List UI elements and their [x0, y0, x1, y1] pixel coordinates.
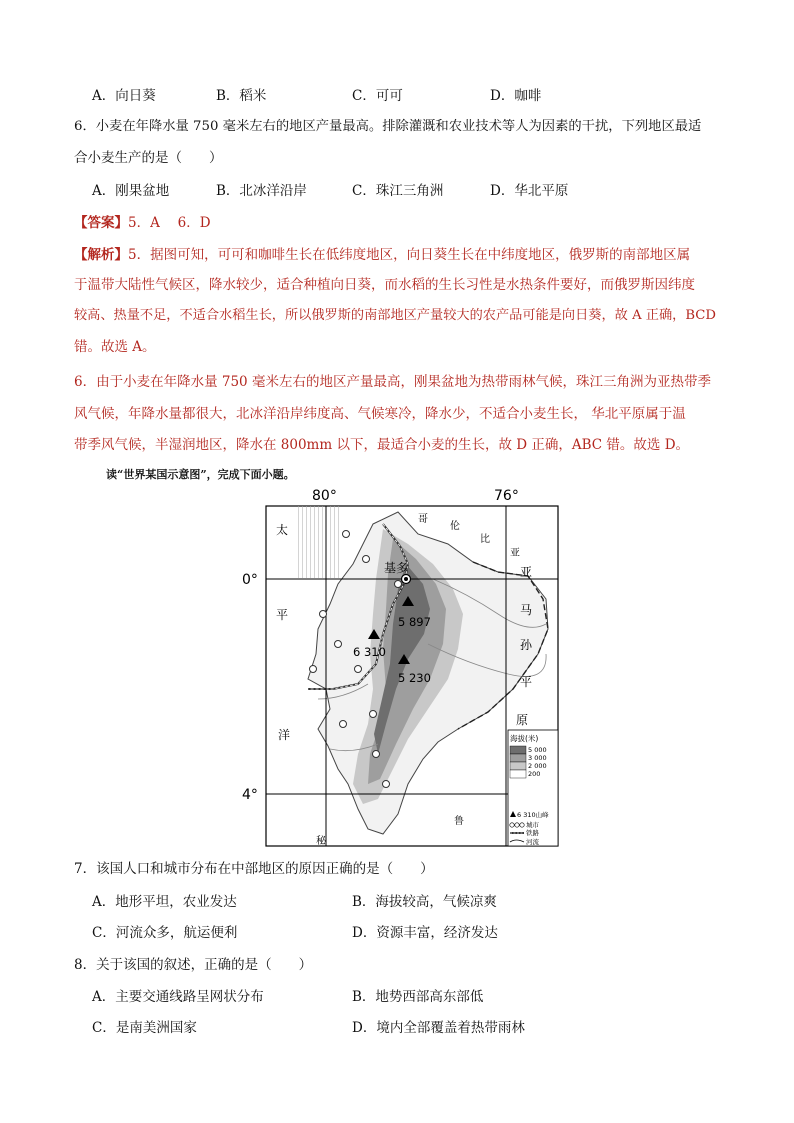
city-marker: [320, 611, 327, 618]
q7-option-c: C．河流众多，航运便利: [92, 925, 238, 941]
city-marker: [395, 581, 402, 588]
peru-char-2: 鲁: [454, 816, 464, 827]
lon-left-label: 80°: [312, 488, 337, 504]
q6-option-b: B．北冰洋沿岸: [216, 183, 307, 199]
q8-option-a: A．主要交通线路呈网状分布: [92, 989, 264, 1005]
map-intro: 读“世界某国示意图”，完成下面小题。: [106, 468, 295, 481]
capital-label: 基多: [384, 561, 409, 575]
ocean-char-2: 平: [276, 608, 289, 622]
legend-level-1: 5 000: [528, 746, 547, 754]
q5-option-a: A．向日葵: [92, 88, 156, 104]
q7-stem: 7．该国人口和城市分布在中部地区的原因正确的是（ ）: [74, 861, 434, 877]
legend-peak: 6 310山峰: [517, 811, 549, 819]
analysis-line-7: 带季风气候，半湿润地区，降水在 800mm 以下，最适合小麦的生长，故 D 正确，ABC 错。故选 D。: [74, 437, 690, 453]
lat-top-label: 0°: [242, 572, 258, 588]
city-marker: [335, 641, 342, 648]
city-marker: [355, 666, 362, 673]
amazon-char-2: 马: [520, 603, 533, 617]
q6-stem-line1: 6．小麦在年降水量 750 毫米左右的地区产量最高。排除灌溉和农业技术等人为因素的干扰，下列地区最适: [74, 119, 702, 134]
legend-title: 海拔(米): [510, 734, 539, 743]
amazon-char-1: 亚: [520, 565, 533, 579]
q8-option-b: B．地势西部高东部低: [352, 989, 484, 1005]
colombia-char-3: 比: [480, 534, 490, 545]
colombia-char-2: 伦: [450, 521, 460, 532]
q7-option-d: D．资源丰富，经济发达: [352, 925, 498, 941]
q6-stem-line2: 合小麦生产的是（ ）: [74, 150, 223, 166]
map-legend: [508, 730, 558, 846]
analysis-line-4: 错。故选 A。: [74, 339, 156, 355]
q5-option-d: D．咖啡: [490, 88, 542, 104]
legend-city: 城市: [526, 821, 539, 829]
analysis-line-2: 于温带大陆性气候区，降水较少，适合种植向日葵，而水稻的生长习性是水热条件要好，而俄罗斯因纬度: [74, 277, 695, 293]
q7-option-b: B．海拔较高，气候凉爽: [352, 894, 497, 910]
peak-label-3: 5 230: [398, 671, 431, 685]
ocean-char-1: 太: [276, 523, 289, 537]
answer-text: 5．A 6．D: [128, 215, 211, 231]
q8-option-c: C．是南美洲国家: [92, 1020, 197, 1036]
peak-label-2: 6 310: [353, 645, 386, 659]
q6-option-d: D．华北平原: [490, 183, 569, 199]
lon-right-label: 76°: [494, 488, 519, 504]
q6-option-a: A．刚果盆地: [92, 183, 170, 199]
amazon-char-3: 孙: [520, 638, 533, 652]
colombia-char-4: 亚: [510, 548, 520, 559]
amazon-char-5: 原: [516, 713, 529, 727]
analysis-line-1: [74, 243, 690, 263]
q8-stem: 8．关于该国的叙述，正确的是（ ）: [74, 957, 313, 973]
ocean-hatch: [296, 506, 340, 578]
q8-option-d: D．境内全部覆盖着热带雨林: [352, 1020, 525, 1036]
city-marker: [310, 666, 317, 673]
city-marker: [370, 711, 377, 718]
q5-option-b: B．稻米: [216, 88, 267, 104]
ecuador-map: [242, 484, 568, 854]
amazon-char-4: 平: [520, 675, 533, 689]
lat-bottom-label: 4°: [242, 787, 258, 803]
analysis-line-5: 6．由于小麦在年降水量 750 毫米左右的地区产量最高，刚果盆地为热带雨林气候，珠江三角洲为亚热带季: [74, 374, 711, 390]
q5-option-c: C．可可: [352, 88, 403, 104]
peak-label-1: 5 897: [398, 615, 431, 629]
colombia-char-1: 哥: [418, 514, 428, 525]
q7-option-a: A．地形平坦，农业发达: [92, 894, 237, 910]
legend-river: 河流: [526, 838, 539, 846]
legend-level-2: 3 000: [528, 754, 547, 762]
ocean-char-3: 洋: [278, 728, 291, 742]
peru-char-1: 秘: [316, 836, 326, 847]
city-marker: [340, 721, 347, 728]
legend-level-3: 2 000: [528, 762, 547, 770]
answer-line: [74, 211, 211, 231]
city-marker: [343, 531, 350, 538]
analysis-label: 【解析】: [74, 247, 128, 263]
q6-option-c: C．珠江三角洲: [352, 183, 444, 199]
analysis-line-3: 较高、热量不足，不适合水稻生长，所以俄罗斯的南部地区产量较大的农产品可能是向日葵，故 A 正确，BCD: [74, 308, 716, 323]
answer-label: 【答案】: [74, 215, 128, 231]
legend-railway: 铁路: [526, 829, 539, 837]
city-marker: [373, 751, 380, 758]
legend-level-4: 200: [528, 770, 541, 778]
city-marker: [363, 556, 370, 563]
analysis-line-6: 风气候，年降水量都很大，北冰洋沿岸纬度高、气候寒冷，降水少，不适合小麦生长， 华北平原属于温: [74, 406, 686, 422]
analysis-text-1: 5．据图可知，可可和咖啡生长在低纬度地区，向日葵生长在中纬度地区，俄罗斯的南部地区属: [128, 247, 691, 263]
city-marker: [383, 781, 390, 788]
